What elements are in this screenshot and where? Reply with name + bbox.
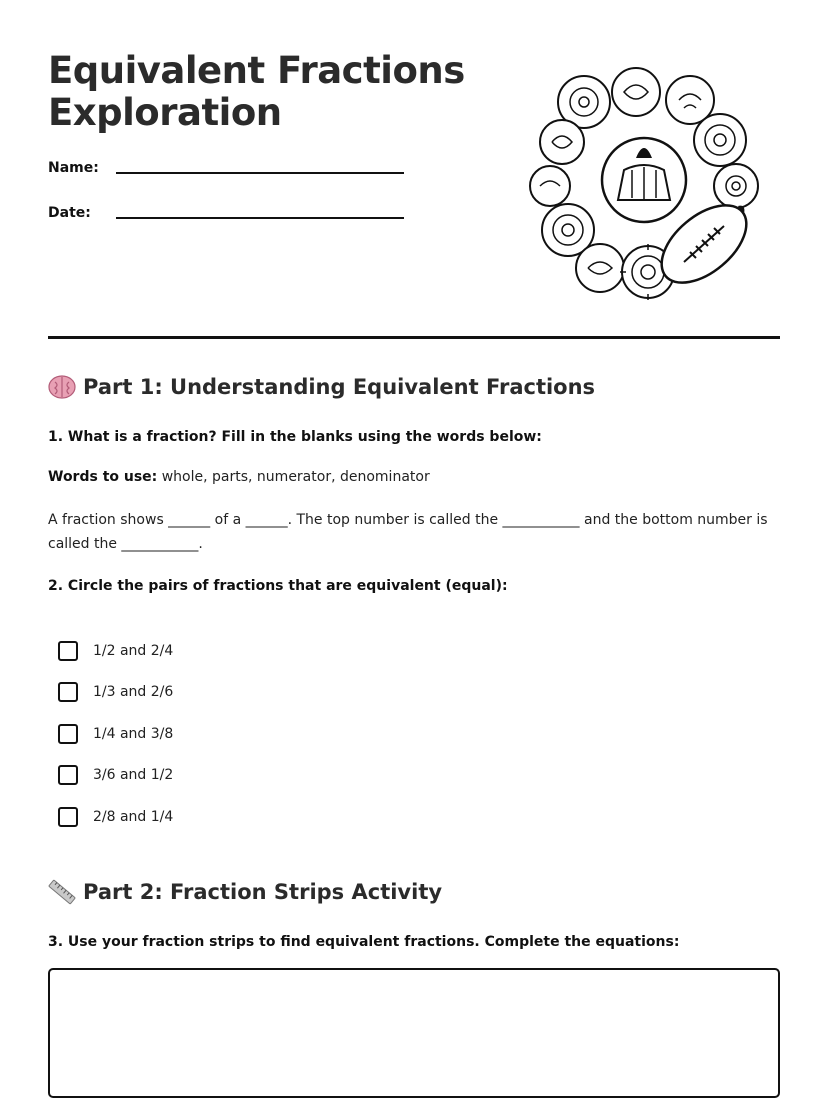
worksheet-title <box>48 50 468 134</box>
doodle-swirl-icon <box>530 166 570 206</box>
name-label: Name: <box>48 160 99 176</box>
option-label: 1/2 and 2/4 <box>93 643 174 659</box>
words-to-use-label: Words to use: <box>48 469 158 485</box>
option-checkbox[interactable] <box>58 765 78 785</box>
option-item[interactable] <box>58 763 173 787</box>
doodle-wreath-illustration <box>524 62 768 304</box>
title-line-1: Equivalent Fractions <box>48 49 465 92</box>
option-checkbox[interactable] <box>58 724 78 744</box>
option-item[interactable] <box>58 639 173 663</box>
part2-heading <box>48 879 442 905</box>
option-label: 1/4 and 3/8 <box>93 726 174 742</box>
option-label: 2/8 and 1/4 <box>93 809 174 825</box>
part2-heading-text: Part 2: Fraction Strips Activity <box>83 880 443 904</box>
worksheet-page <box>48 0 780 1118</box>
option-checkbox[interactable] <box>58 807 78 827</box>
date-field-row <box>48 205 408 229</box>
equations-answer-box[interactable] <box>48 968 780 1098</box>
option-checkbox[interactable] <box>58 641 78 661</box>
brain-icon <box>48 374 76 400</box>
title-line-2: Exploration <box>48 91 282 134</box>
part1-heading-text: Part 1: Understanding Equivalent Fractions <box>83 375 596 399</box>
doodle-swirl-icon <box>576 244 624 292</box>
date-label: Date: <box>48 205 91 221</box>
name-field-row <box>48 160 408 184</box>
option-item[interactable] <box>58 680 173 704</box>
doodle-swirl-icon <box>540 120 584 164</box>
option-item[interactable] <box>58 722 173 746</box>
question-2: 2. Circle the pairs of fractions that are equivalent (equal): <box>48 578 508 594</box>
words-to-use-line <box>48 469 430 485</box>
option-label: 3/6 and 1/2 <box>93 767 174 783</box>
name-field-line[interactable] <box>116 172 404 174</box>
doodle-pinwheel-icon <box>694 114 746 166</box>
question-3: 3. Use your fraction strips to find equivalent fractions. Complete the equations: <box>48 934 680 950</box>
date-field-line[interactable] <box>116 217 404 219</box>
part1-heading <box>48 374 595 400</box>
option-checkbox[interactable] <box>58 682 78 702</box>
words-to-use-list: whole, parts, numerator, denominator <box>161 469 430 485</box>
ruler-icon <box>48 879 76 905</box>
option-item[interactable] <box>58 805 173 829</box>
question-1: 1. What is a fraction? Fill in the blanks using the words below: <box>48 429 542 445</box>
option-label: 1/3 and 2/6 <box>93 684 174 700</box>
pudding-icon <box>602 138 686 222</box>
fill-in-paragraph: A fraction shows ______ of a ______. The top number is called the ___________ and the bottom number is called the ___________. <box>48 512 768 552</box>
doodle-flower-icon <box>714 164 758 208</box>
doodle-swirl-icon <box>612 68 660 116</box>
header-divider <box>48 336 780 339</box>
